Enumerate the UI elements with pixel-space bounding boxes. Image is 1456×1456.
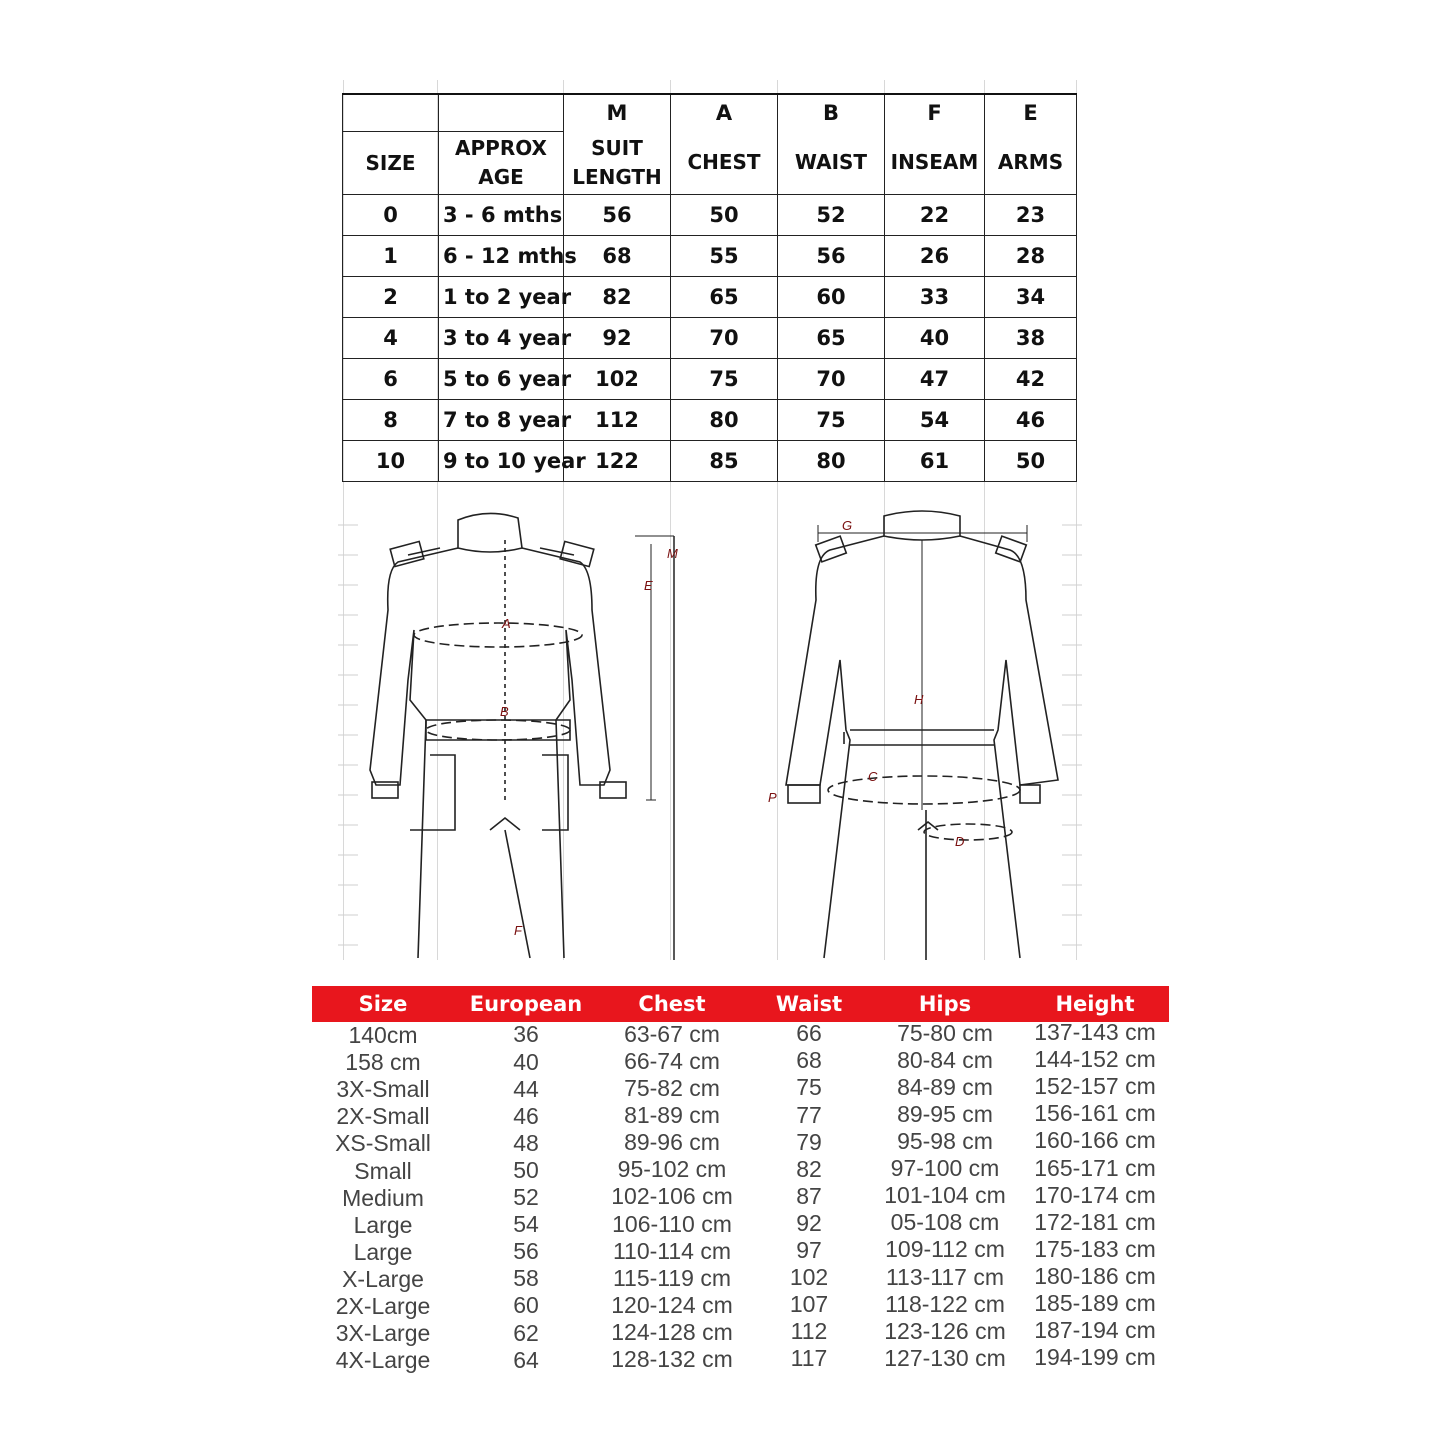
suit-back-view (768, 511, 1058, 960)
adult-header-cell: European (469, 992, 583, 1016)
kids-table-cell: 22 (885, 195, 985, 236)
kids-table-cell: 82 (564, 277, 671, 318)
suit-front-view (370, 513, 678, 960)
kids-table-cell: 0 (343, 195, 439, 236)
kids-table-cell: 56 (564, 195, 671, 236)
kids-table-row (343, 441, 1077, 482)
adult-table-cell: 170-174 cm (1034, 1181, 1156, 1208)
adult-table-cell: 101-104 cm (884, 1182, 1006, 1209)
kids-table-row (343, 400, 1077, 441)
adult-table-cell: 113-117 cm (885, 1263, 1005, 1290)
adult-table-cell: 77 (796, 1101, 822, 1128)
adult-table-cell: 48 (513, 1129, 539, 1156)
kids-table-row (343, 277, 1077, 318)
adult-table-row (0, 1235, 1456, 1266)
adult-table-cell: 82 (796, 1155, 822, 1182)
kids-table-cell: 50 (985, 441, 1077, 482)
adult-table-cell: 92 (796, 1209, 822, 1236)
label-c: C (868, 769, 878, 784)
adult-table-cell: Large (353, 1238, 413, 1265)
kids-table-cell: 92 (564, 318, 671, 359)
adult-table-cell: 127-130 cm (884, 1344, 1006, 1371)
adult-table-cell: 97 (796, 1237, 822, 1263)
kids-table-cell: 70 (671, 318, 778, 359)
kids-table-cell: 46 (985, 400, 1077, 441)
adult-table-cell: 117 (790, 1345, 828, 1372)
kids-table-row (343, 195, 1077, 236)
adult-table-row (0, 1317, 1456, 1347)
adult-table-cell: 80-84 cm (897, 1046, 993, 1073)
adult-table-cell: 160-166 cm (1034, 1127, 1156, 1154)
adult-table-cell: 97-100 cm (890, 1155, 1000, 1182)
kids-table-cell: 65 (778, 318, 885, 359)
adult-table-cell: 102-106 cm (611, 1183, 733, 1210)
kids-table-cell: 1 to 2 year (439, 277, 564, 318)
adult-table-cell: 46 (513, 1102, 539, 1129)
adult-table-row (0, 1046, 1456, 1076)
adult-header-cell: Size (358, 992, 408, 1016)
letter-cell: B (778, 94, 885, 132)
label-a: A (502, 616, 511, 631)
adult-table-cell: 52 (513, 1184, 539, 1210)
kids-table-cell: 80 (778, 441, 885, 482)
kids-table-cell: 26 (885, 236, 985, 277)
label-m: M (667, 546, 678, 561)
adult-header-cell: Height (1055, 992, 1135, 1016)
kids-table-cell: 5 to 6 year (439, 359, 564, 400)
kids-table-cell: 1 (343, 236, 439, 277)
measurement-letter-row (343, 94, 1077, 132)
kids-table-cell: 34 (985, 277, 1077, 318)
kids-table-cell: 102 (564, 359, 671, 400)
kids-table-cell: 70 (778, 359, 885, 400)
adult-table-cell: 123-126 cm (884, 1317, 1006, 1344)
adult-table-row (0, 1073, 1456, 1103)
adult-table-cell: 40 (513, 1048, 539, 1075)
adult-table-cell: 87 (796, 1182, 822, 1209)
adult-table-row (0, 1262, 1456, 1293)
label-b: B (500, 704, 509, 719)
label-h: H (914, 692, 924, 707)
adult-table-cell: 124-128 cm (611, 1318, 733, 1345)
adult-table-row (0, 1208, 1456, 1239)
adult-table-cell: 58 (513, 1265, 539, 1292)
kids-table-cell: 3 to 4 year (439, 318, 564, 359)
adult-table-cell: 89-96 cm (624, 1129, 720, 1156)
adult-table-cell: 44 (513, 1075, 539, 1102)
kids-table-cell: 28 (985, 236, 1077, 277)
kids-size-table (342, 93, 1077, 482)
header-suit-length: SUIT LENGTH (564, 132, 671, 195)
kids-table-cell: 52 (778, 195, 885, 236)
adult-table-row (0, 1127, 1456, 1157)
adult-table-cell: 36 (513, 1021, 539, 1048)
kids-table-cell: 9 to 10 year (439, 441, 564, 482)
kids-table-cell: 10 (343, 441, 439, 482)
column-header-row (343, 132, 1077, 195)
adult-table-cell: 50 (513, 1156, 539, 1183)
kids-table-cell: 8 (343, 400, 439, 441)
adult-table-row (0, 1290, 1456, 1320)
adult-table-cell: 56 (513, 1238, 539, 1265)
kids-table-cell: 60 (778, 277, 885, 318)
adult-table-cell: 68 (796, 1047, 822, 1074)
adult-table-cell: 79 (796, 1128, 822, 1155)
adult-table-cell: 102 (789, 1264, 829, 1291)
adult-table-cell: X-Large (342, 1265, 424, 1292)
adult-table-cell: 2X-Small (336, 1103, 430, 1130)
adult-table-cell: 54 (513, 1211, 539, 1238)
adult-table-cell: 109-112 cm (885, 1236, 1005, 1263)
kids-table-cell: 122 (564, 441, 671, 482)
adult-table-row (0, 1154, 1456, 1185)
adult-table-cell: 75-82 cm (624, 1075, 720, 1101)
adult-table-cell: 158 cm (345, 1049, 421, 1076)
adult-table-cell: 194-199 cm (1034, 1344, 1156, 1371)
race-suit-diagram (330, 500, 1090, 970)
kids-table-cell: 75 (671, 359, 778, 400)
ruler-ticks (338, 525, 1082, 945)
kids-table-cell: 55 (671, 236, 778, 277)
header-arms: ARMS (985, 132, 1077, 195)
kids-table-cell: 2 (343, 277, 439, 318)
kids-table-cell: 40 (885, 318, 985, 359)
kids-table-cell: 80 (671, 400, 778, 441)
adult-header-cell: Chest (638, 992, 706, 1016)
adult-table-cell: 112 (790, 1318, 828, 1345)
adult-table-cell: 4X-Large (335, 1347, 431, 1374)
kids-table-cell: 112 (564, 400, 671, 441)
kids-table-row (343, 359, 1077, 400)
kids-table-cell: 6 - 12 mths (439, 236, 564, 277)
kids-table-cell: 42 (985, 359, 1077, 400)
adult-table-cell: 144-152 cm (1034, 1046, 1156, 1073)
label-e: E (644, 578, 653, 593)
adult-table-row (0, 1344, 1456, 1374)
adult-table-cell: 62 (513, 1319, 539, 1346)
adult-table-cell: 81-89 cm (624, 1102, 720, 1129)
header-chest: CHEST (671, 132, 778, 195)
adult-table-cell: 175-183 cm (1034, 1235, 1156, 1262)
header-approx-age: APPROX AGE (439, 132, 564, 195)
adult-table-cell: 66 (796, 1020, 822, 1047)
kids-table-cell: 61 (885, 441, 985, 482)
adult-table-cell: 115-119 cm (612, 1264, 732, 1291)
adult-table-cell: 156-161 cm (1034, 1100, 1156, 1127)
adult-table-cell: Small (354, 1157, 412, 1184)
adult-table-cell: 110-114 cm (612, 1237, 732, 1264)
kids-table-cell: 3 - 6 mths (439, 195, 564, 236)
adult-table-cell: 180-186 cm (1034, 1262, 1156, 1289)
adult-table-cell: XS-Small (335, 1130, 431, 1157)
label-f: F (514, 923, 522, 938)
label-p: P (768, 790, 777, 805)
adult-table-cell: Large (353, 1211, 413, 1238)
kids-table-cell: 54 (885, 400, 985, 441)
kids-table-cell: 47 (885, 359, 985, 400)
adult-table-cell: 106-110 cm (612, 1210, 732, 1237)
letter-cell: A (671, 94, 778, 132)
adult-table-cell: 60 (513, 1292, 539, 1319)
header-waist: WAIST (778, 132, 885, 195)
adult-table-cell: 107 (789, 1291, 829, 1318)
adult-table-cell: 128-132 cm (611, 1346, 733, 1372)
adult-table-cell: 165-171 cm (1034, 1154, 1156, 1181)
kids-table-cell: 33 (885, 277, 985, 318)
kids-table-cell: 56 (778, 236, 885, 277)
kids-table-row (343, 318, 1077, 359)
adult-table-cell: 3X-Large (335, 1320, 431, 1347)
label-d: D (955, 834, 965, 849)
adult-table-cell: Medium (342, 1184, 424, 1211)
kids-table-cell: 75 (778, 400, 885, 441)
kids-table-cell: 68 (564, 236, 671, 277)
adult-table-cell: 152-157 cm (1034, 1073, 1156, 1100)
adult-table-row (0, 1100, 1456, 1130)
kids-table-row (343, 236, 1077, 277)
adult-table-cell: 137-143 cm (1034, 1019, 1156, 1045)
adult-table-cell: 120-124 cm (611, 1291, 733, 1318)
kids-table-cell: 7 to 8 year (439, 400, 564, 441)
adult-table-cell: 95-98 cm (897, 1128, 993, 1154)
adult-table-header (312, 986, 1169, 1022)
header-inseam: INSEAM (885, 132, 985, 195)
adult-table-cell: 63-67 cm (624, 1020, 720, 1047)
letter-cell: M (564, 94, 671, 132)
adult-table-cell: 3X-Small (336, 1076, 430, 1103)
kids-table-cell: 38 (985, 318, 1077, 359)
kids-table-cell: 23 (985, 195, 1077, 236)
adult-table-cell: 95-102 cm (617, 1156, 727, 1183)
letter-cell (343, 94, 439, 132)
letter-cell (439, 94, 564, 132)
adult-table-cell: 118-122 cm (885, 1290, 1005, 1317)
label-g: G (842, 518, 853, 533)
adult-table-cell: 75 (796, 1074, 822, 1101)
adult-table-cell: 84-89 cm (897, 1073, 993, 1100)
adult-table-row (0, 1019, 1456, 1049)
kids-table-cell: 65 (671, 277, 778, 318)
kids-table-cell: 4 (343, 318, 439, 359)
letter-cell: F (885, 94, 985, 132)
adult-table-cell: 64 (513, 1346, 539, 1373)
kids-table-cell: 50 (671, 195, 778, 236)
adult-table-cell: 05-108 cm (890, 1209, 1000, 1236)
kids-table-cell: 6 (343, 359, 439, 400)
adult-table-cell: 75-80 cm (897, 1019, 993, 1046)
adult-header-cell: Hips (918, 992, 972, 1016)
adult-table-cell: 89-95 cm (897, 1100, 993, 1127)
adult-table-cell: 172-181 cm (1034, 1208, 1156, 1235)
adult-table-cell: 185-189 cm (1034, 1290, 1156, 1316)
adult-table-cell: 140cm (348, 1022, 418, 1048)
header-size: SIZE (343, 132, 439, 195)
adult-header-cell: Waist (775, 992, 843, 1016)
kids-table-cell: 85 (671, 441, 778, 482)
adult-table-cell: 187-194 cm (1034, 1317, 1156, 1344)
adult-table-row (0, 1181, 1456, 1212)
letter-cell: E (985, 94, 1077, 132)
adult-table-cell: 2X-Large (335, 1293, 431, 1319)
adult-table-cell: 66-74 cm (624, 1047, 720, 1074)
